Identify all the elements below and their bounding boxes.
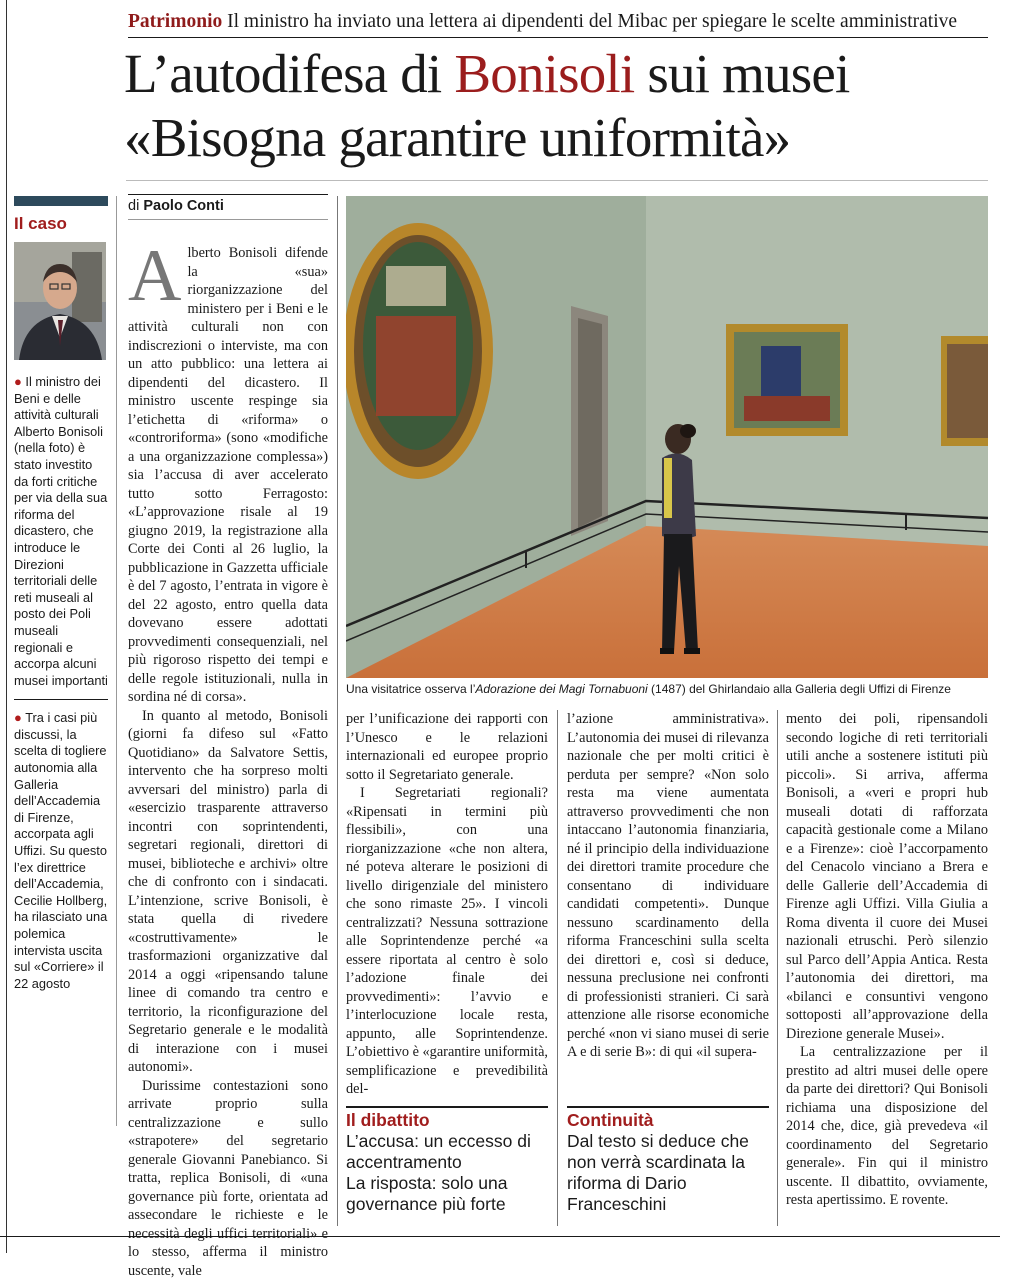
article-column-2: [346, 710, 548, 1099]
article-paragraph: l’azione amministrativa». L’autonomia dei musei di rilevanza nazionale che per molti critici è perduta per sempre? «Non solo resta ma viene aumentata attraverso provvedimenti che non intaccano l’autonomia finanziaria, né il principio della individuazione dei direttori tramite procedure che consentano di individuare candidati competenti». Dunque nessuno scardinamento della riforma Franceschini sulla scelta dei direttori e, così si deduce, nessuna preclusione nei confronti di professionisti stranieri. Ci sarà attenzione alle risorse economiche perché «non vi siano musei di serie A e di serie B»: di qui «il superа-: [567, 710, 769, 1062]
article-paragraph: La centralizzazione per il prestito ad altri musei delle opere da parte dei direttori? Qui Bonisoli richiama una disposizione del 2014 che, dice, già prevedeva «il coordinamento del Segretario generale». Fin qui il ministro uscente. Il dibattito, ovviamente, resta apertissimo. E rovente.: [786, 1043, 988, 1210]
portrait-photo: [14, 242, 106, 360]
headline-line-2: «Bisogna garantire uniformità»: [124, 106, 1014, 170]
sidebar-note-1: [14, 374, 108, 689]
headline: [124, 42, 1014, 170]
article-paragraph: per l’unificazione dei rapporti con l’Unesco e le relazioni internazionali ed europee proprio sotto il Segretariato generale.: [346, 710, 548, 784]
byline-prefix: di: [128, 198, 139, 214]
article-paragraph: I Segretariati regionali? «Ripensati in termini più flessibili», con una riorganizzazione «che non altera, né poteva alterare le posizioni di livello dirigenziale del ministero che sono rimaste 25». I vincoli centralizzati? Nessuna sottrazione alle Soprintendenze perché «a essere riportata al centro è solo l’adozione finale dei provvedimenti»: l’avvio e l’interlocuzione locale resta, appunto, alle Soprintendenze. L’obiettivo è «garantire uniformità, semplificazione e prevedibilità del-: [346, 784, 548, 1099]
debate-box: [346, 1110, 550, 1215]
byline: [128, 196, 328, 214]
headline-line-1: [124, 42, 1014, 106]
kicker-text: Il ministro ha inviato una lettera ai dipendenti del Mibac per spiegare le scelte amministrative: [227, 11, 957, 32]
debate-box-accusation: L’accusa: un eccesso di accentramento: [346, 1131, 550, 1173]
top-border: [128, 37, 988, 38]
headline-text: L’autodifesa di: [124, 43, 454, 104]
headline-underline: [126, 180, 988, 181]
headline-text-end: sui musei: [634, 43, 849, 104]
continuity-box-title: Continuità: [567, 1110, 771, 1131]
continuity-box: [567, 1110, 771, 1215]
kicker-category: Patrimonio: [128, 11, 222, 32]
photo-caption: [346, 682, 1006, 697]
sidebar-divider: [14, 699, 108, 700]
debate-box-title: Il dibattito: [346, 1110, 550, 1131]
column-rule: [557, 710, 558, 1226]
byline-rule: [128, 194, 328, 195]
article-paragraph: Durissime contestazioni sono arrivate proprio sulla centralizzazione e sullo «strapotere» del segretario generale Giovanni Panebianco. Si tratta, replica Bonisoli, di «una governance più forte, orientata ad assecondare le richieste e le necessità degli uffici territoriali» e lo stesso, afferma il ministro uscente, vale: [128, 1077, 328, 1280]
byline-underline: [128, 219, 328, 220]
sidebar-note-1-text: Il ministro dei Beni e delle attività culturali Alberto Bonisoli (nella foto) è stato investito da forti critiche per via della sua riforma del dicastero, che introduce le Direzioni territoriali delle reti museali al posto dei Poli museali regionali e accorpa alcuni musei importanti: [14, 374, 108, 688]
caption-text: Una visitatrice osserva l’: [346, 682, 475, 696]
article-column-1: [128, 244, 328, 1280]
continuity-box-text: Dal testo si deduce che non verrà scardinata la riforma di Dario Franceschini: [567, 1131, 771, 1215]
sidebar-note-2: [14, 710, 108, 992]
gallery-photo: [346, 196, 988, 678]
article-paragraph: In quanto al metodo, Bonisoli (giorni fa difeso sul «Fatto Quotidiano» da Salvatore Settis, intervento che ha sorpreso molti avversari del ministro) parla di «esercizio trasparente attraverso incontri con soprintendenti, segretari regionali, direttori di musei, biblioteche e archivi» oltre che di confronto con i sindacati. L’intenzione, scrive Bonisoli, è stata quella di rivedere «costruttivamente» le trasformazioni organizzative dal 2014 a oggi «ripensando talune linee di comando tra centro e territorio, la riconfigurazione del Segretario generale e le modalità di interazione con i musei autonomi».: [128, 707, 328, 1077]
article-column-3: [567, 710, 769, 1062]
drop-cap: A: [128, 246, 181, 306]
debate-box-response: La risposta: solo una governance più forte: [346, 1173, 550, 1215]
bullet-dot-icon: ●: [14, 710, 22, 725]
kicker: [128, 10, 1008, 34]
paragraph-text: lberto Bonisoli difende la «sua» riorganizzazione del ministero per i Beni e le attività culturali non con indiscrezioni o interviste, ma con un atto pubblico: una lettera ai dipendenti del dicastero. Il ministro uscente respinge sia l’etichetta di «riforma» o «controriforma» (sono «modifiche a una organizzazione complessa») sia l’accusa di aver accelerato tutto sotto Ferragosto: «L’approvazione risale al 19 giugno 2019, la registrazione alla Corte dei Conti al 26 luglio, la pubblicazione in Gazzetta ufficiale è del 7 agosto, l’entrata in vigore è del 22 agosto, entro quella data dovevano essere adottati provvedimenti consequenziali, nel più rigoroso rispetto dei tempi e delle regole istituzionali, nulla in sordina né di corsa».: [128, 245, 328, 705]
headline-accent: Bonisoli: [454, 43, 634, 104]
article-column-4: [786, 710, 988, 1210]
sidebar-note-2-text: Tra i casi più discussi, la scelta di togliere autonomia alla Galleria dell’Accademia di Firenze, accorpata agli Uffizi. Su questo l’ex direttrice dell’Accademia, Cecilie Hollberg, ha rilasciato una polemica intervista uscita sul «Corriere» il 22 agosto: [14, 710, 107, 991]
article-paragraph: [128, 244, 328, 707]
article-paragraph: mento dei poli, ripensandoli secondo logiche di reti territoriali utili anche a sostenere istituti più piccoli». Si arriva, afferma Bonisoli, a «veri e propri hub museali dotati di rafforzata capacità gestionale come a Milano e a Firenze»: cioè l’accorpamento del Cenacolo vinciano a Brera e delle Gallerie dell’Accademia di Firenze agli Uffizi. Villa Giulia a Roma diventa il cuore dei Musei nazionali etruschi. Però silenzio sul Parco dell’Appia Antica. Resta l’autonomia dei direttori, ma «bilanci e consuntivi vengono sottoposti all’approvazione della Direzione generale Musei».: [786, 710, 988, 1043]
left-margin-rule: [6, 0, 7, 1253]
sidebar-bar: [14, 196, 108, 206]
sidebar-label: Il caso: [14, 214, 108, 234]
column-rule: [337, 196, 338, 1226]
caption-artwork-title: Adorazione dei Magi Tornabuoni: [475, 682, 647, 696]
sidebar: [14, 196, 108, 992]
sidebar-right-rule: [116, 196, 117, 1126]
caption-text-end: (1487) del Ghirlandaio alla Galleria degli Uffizi di Firenze: [648, 682, 951, 696]
bullet-dot-icon: ●: [14, 374, 22, 389]
box-rule: [346, 1106, 548, 1108]
column-rule: [777, 710, 778, 1226]
box-rule: [567, 1106, 769, 1108]
byline-author: Paolo Conti: [143, 198, 224, 214]
